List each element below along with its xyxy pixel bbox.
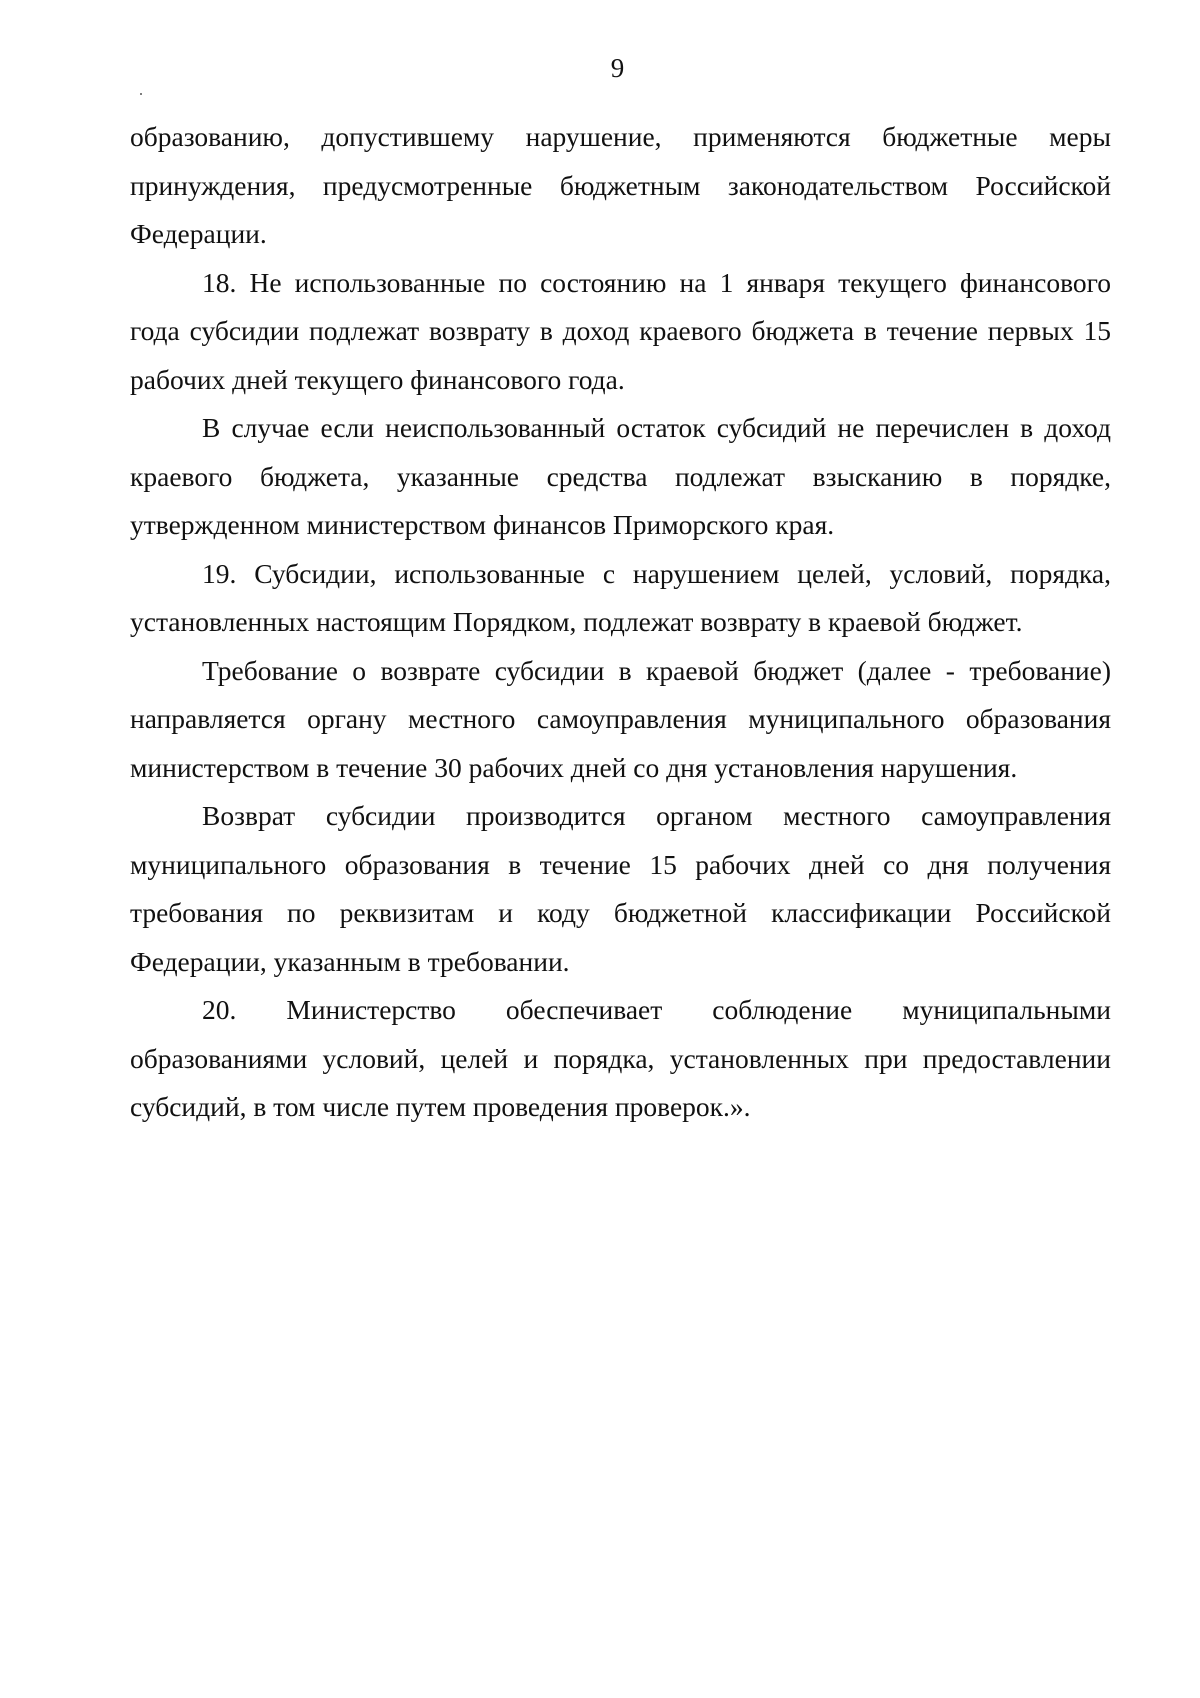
paragraph-19: 19. Субсидии, использованные с нарушением целей, условий, порядка, установленных настоящим Порядком, подлежат возврату в краевой бюджет.	[130, 557, 1111, 637]
page-number: 9	[610, 53, 625, 83]
document-body	[130, 113, 1111, 1132]
scan-artifact-dot	[140, 93, 142, 95]
paragraph-18: 18. Не использованные по состоянию на 1 января текущего финансового года субсидии подлежат возврату в доход краевого бюджета в течение первых 15 рабочих дней текущего финансового года.	[130, 266, 1111, 395]
paragraph-return-demand: Требование о возврате субсидии в краевой бюджет (далее - требование) направляется органу местного самоуправления муниципального образования министерством в течение 30 рабочих дней со дня установления нарушения.	[130, 654, 1111, 783]
paragraph-continuation: образованию, допустившему нарушение, применяются бюджетные меры принуждения, предусмотренные бюджетным законодательством Российской Федерации.	[130, 121, 1111, 249]
paragraph-unspent-remainder: В случае если неиспользованный остаток субсидий не перечислен в доход краевого бюджета, указанные средства подлежат взысканию в порядке, утвержденном министерством финансов Приморского края.	[130, 412, 1111, 540]
paragraph-20: 20. Министерство обеспечивает соблюдение муниципальными образованиями условий, целей и порядка, установленных при предоставлении субсидий, в том числе путем проведения проверок.».	[130, 994, 1111, 1122]
paragraph-return-procedure: Возврат субсидии производится органом местного самоуправления муниципального образования в течение 15 рабочих дней со дня получения требования по реквизитам и коду бюджетной классификации Российской Федерации, указанным в требовании.	[130, 800, 1111, 977]
